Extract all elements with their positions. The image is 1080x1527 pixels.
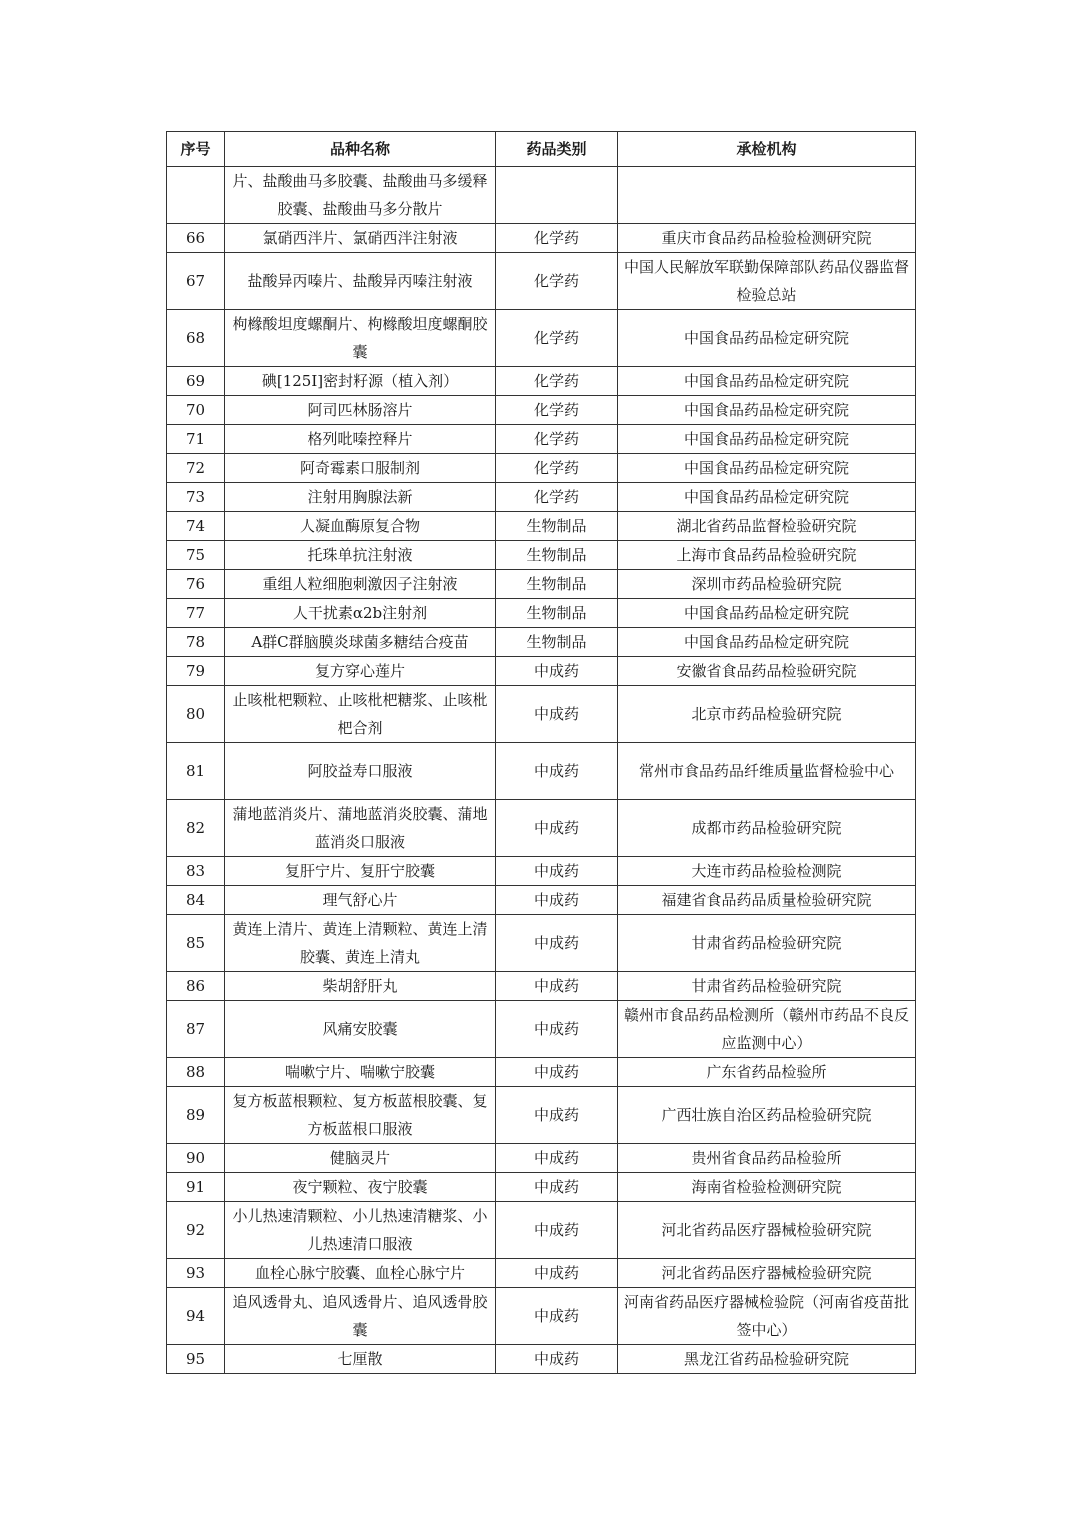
cell-serial: 85 (167, 915, 225, 972)
table-row (167, 857, 916, 886)
table-row (167, 483, 916, 512)
table-row (167, 167, 916, 224)
cell-institution: 河北省药品医疗器械检验研究院 (618, 1259, 916, 1288)
cell-institution: 中国人民解放军联勤保障部队药品仪器监督检验总站 (618, 253, 916, 310)
cell-serial: 74 (167, 512, 225, 541)
cell-serial: 76 (167, 570, 225, 599)
cell-name: 片、盐酸曲马多胶囊、盐酸曲马多缓释胶囊、盐酸曲马多分散片 (225, 167, 496, 224)
cell-institution: 中国食品药品检定研究院 (618, 628, 916, 657)
cell-institution: 中国食品药品检定研究院 (618, 396, 916, 425)
cell-name: 注射用胸腺法新 (225, 483, 496, 512)
cell-category: 中成药 (496, 1259, 618, 1288)
cell-name: 阿司匹林肠溶片 (225, 396, 496, 425)
cell-name: 追风透骨丸、追风透骨片、追风透骨胶囊 (225, 1288, 496, 1345)
cell-name: 止咳枇杷颗粒、止咳枇杷糖浆、止咳枇杷合剂 (225, 686, 496, 743)
cell-serial: 90 (167, 1144, 225, 1173)
cell-serial: 69 (167, 367, 225, 396)
table-row (167, 541, 916, 570)
cell-institution: 广东省药品检验所 (618, 1058, 916, 1087)
cell-name: 重组人粒细胞刺激因子注射液 (225, 570, 496, 599)
table-row (167, 599, 916, 628)
cell-serial: 72 (167, 454, 225, 483)
cell-category: 化学药 (496, 367, 618, 396)
cell-institution: 中国食品药品检定研究院 (618, 483, 916, 512)
cell-name: 蒲地蓝消炎片、蒲地蓝消炎胶囊、蒲地蓝消炎口服液 (225, 800, 496, 857)
cell-category: 中成药 (496, 857, 618, 886)
cell-category: 化学药 (496, 483, 618, 512)
cell-category: 中成药 (496, 1288, 618, 1345)
cell-serial: 78 (167, 628, 225, 657)
table-header-row (167, 132, 916, 167)
cell-serial: 80 (167, 686, 225, 743)
cell-institution: 中国食品药品检定研究院 (618, 310, 916, 367)
table-row (167, 1288, 916, 1345)
cell-serial: 67 (167, 253, 225, 310)
cell-name: 夜宁颗粒、夜宁胶囊 (225, 1173, 496, 1202)
cell-category: 中成药 (496, 1144, 618, 1173)
table-row (167, 686, 916, 743)
cell-serial: 91 (167, 1173, 225, 1202)
table-row (167, 253, 916, 310)
table-body (167, 167, 916, 1374)
table-row (167, 454, 916, 483)
cell-serial: 81 (167, 743, 225, 800)
table-row (167, 915, 916, 972)
cell-name: 盐酸异丙嗪片、盐酸异丙嗪注射液 (225, 253, 496, 310)
cell-category: 生物制品 (496, 628, 618, 657)
table-row (167, 743, 916, 800)
cell-category: 中成药 (496, 1087, 618, 1144)
cell-institution: 福建省食品药品质量检验研究院 (618, 886, 916, 915)
cell-institution: 广西壮族自治区药品检验研究院 (618, 1087, 916, 1144)
cell-category: 生物制品 (496, 570, 618, 599)
cell-institution: 中国食品药品检定研究院 (618, 367, 916, 396)
cell-category: 中成药 (496, 1058, 618, 1087)
cell-institution: 北京市药品检验研究院 (618, 686, 916, 743)
table-row (167, 1202, 916, 1259)
cell-category: 中成药 (496, 972, 618, 1001)
cell-serial: 94 (167, 1288, 225, 1345)
cell-serial: 75 (167, 541, 225, 570)
table-row (167, 224, 916, 253)
cell-category: 生物制品 (496, 599, 618, 628)
cell-name: 复方穿心莲片 (225, 657, 496, 686)
cell-institution: 甘肃省药品检验研究院 (618, 915, 916, 972)
cell-serial: 87 (167, 1001, 225, 1058)
cell-institution: 贵州省食品药品检验所 (618, 1144, 916, 1173)
cell-category: 化学药 (496, 253, 618, 310)
cell-institution: 中国食品药品检定研究院 (618, 599, 916, 628)
table-row (167, 1001, 916, 1058)
cell-name: 枸橼酸坦度螺酮片、枸橼酸坦度螺酮胶囊 (225, 310, 496, 367)
cell-institution: 中国食品药品检定研究院 (618, 425, 916, 454)
header-institution: 承检机构 (618, 132, 916, 167)
cell-serial: 77 (167, 599, 225, 628)
table-row (167, 628, 916, 657)
cell-name: 柴胡舒肝丸 (225, 972, 496, 1001)
cell-category: 中成药 (496, 1173, 618, 1202)
cell-serial: 95 (167, 1345, 225, 1374)
table-row (167, 1144, 916, 1173)
cell-name: 格列吡嗪控释片 (225, 425, 496, 454)
cell-serial: 79 (167, 657, 225, 686)
cell-name: 七厘散 (225, 1345, 496, 1374)
cell-institution: 湖北省药品监督检验研究院 (618, 512, 916, 541)
cell-serial: 86 (167, 972, 225, 1001)
cell-serial: 84 (167, 886, 225, 915)
cell-serial: 83 (167, 857, 225, 886)
cell-serial: 68 (167, 310, 225, 367)
cell-category: 中成药 (496, 1001, 618, 1058)
table-row (167, 367, 916, 396)
cell-name: 复肝宁片、复肝宁胶囊 (225, 857, 496, 886)
cell-institution: 常州市食品药品纤维质量监督检验中心 (618, 743, 916, 800)
table-row (167, 800, 916, 857)
cell-name: 血栓心脉宁胶囊、血栓心脉宁片 (225, 1259, 496, 1288)
cell-serial: 89 (167, 1087, 225, 1144)
cell-category: 中成药 (496, 915, 618, 972)
cell-institution: 深圳市药品检验研究院 (618, 570, 916, 599)
cell-name: 黄连上清片、黄连上清颗粒、黄连上清胶囊、黄连上清丸 (225, 915, 496, 972)
cell-category: 中成药 (496, 657, 618, 686)
cell-institution: 成都市药品检验研究院 (618, 800, 916, 857)
cell-category: 中成药 (496, 1202, 618, 1259)
table-row (167, 1259, 916, 1288)
cell-institution: 赣州市食品药品检测所（赣州市药品不良反应监测中心） (618, 1001, 916, 1058)
cell-name: 人凝血酶原复合物 (225, 512, 496, 541)
table-row (167, 657, 916, 686)
table-row (167, 310, 916, 367)
cell-category: 化学药 (496, 454, 618, 483)
header-serial: 序号 (167, 132, 225, 167)
cell-category: 中成药 (496, 886, 618, 915)
cell-serial: 92 (167, 1202, 225, 1259)
cell-name: 风痛安胶囊 (225, 1001, 496, 1058)
cell-name: 人干扰素α2b注射剂 (225, 599, 496, 628)
table-row (167, 972, 916, 1001)
cell-name: A群C群脑膜炎球菌多糖结合疫苗 (225, 628, 496, 657)
cell-institution: 大连市药品检验检测院 (618, 857, 916, 886)
table-row (167, 1173, 916, 1202)
cell-category: 化学药 (496, 425, 618, 454)
cell-institution: 海南省检验检测研究院 (618, 1173, 916, 1202)
table-row (167, 512, 916, 541)
cell-category: 中成药 (496, 1345, 618, 1374)
cell-category: 中成药 (496, 686, 618, 743)
cell-name: 阿奇霉素口服制剂 (225, 454, 496, 483)
cell-institution: 上海市食品药品检验研究院 (618, 541, 916, 570)
cell-serial: 73 (167, 483, 225, 512)
cell-institution: 安徽省食品药品检验研究院 (618, 657, 916, 686)
cell-name: 托珠单抗注射液 (225, 541, 496, 570)
table-row (167, 1087, 916, 1144)
cell-name: 健脑灵片 (225, 1144, 496, 1173)
cell-institution: 黑龙江省药品检验研究院 (618, 1345, 916, 1374)
cell-category (496, 167, 618, 224)
cell-category: 生物制品 (496, 512, 618, 541)
cell-name: 氯硝西泮片、氯硝西泮注射液 (225, 224, 496, 253)
cell-serial: 93 (167, 1259, 225, 1288)
table-row (167, 1345, 916, 1374)
table-row (167, 1058, 916, 1087)
header-category: 药品类别 (496, 132, 618, 167)
cell-institution: 河北省药品医疗器械检验研究院 (618, 1202, 916, 1259)
cell-serial: 71 (167, 425, 225, 454)
cell-name: 碘[125I]密封籽源（植入剂） (225, 367, 496, 396)
drug-inspection-table (166, 131, 916, 1374)
cell-name: 喘嗽宁片、喘嗽宁胶囊 (225, 1058, 496, 1087)
cell-institution: 甘肃省药品检验研究院 (618, 972, 916, 1001)
cell-name: 复方板蓝根颗粒、复方板蓝根胶囊、复方板蓝根口服液 (225, 1087, 496, 1144)
cell-category: 化学药 (496, 224, 618, 253)
cell-category: 生物制品 (496, 541, 618, 570)
cell-serial: 88 (167, 1058, 225, 1087)
cell-serial: 70 (167, 396, 225, 425)
table-row (167, 570, 916, 599)
cell-name: 理气舒心片 (225, 886, 496, 915)
header-name: 品种名称 (225, 132, 496, 167)
cell-name: 小儿热速清颗粒、小儿热速清糖浆、小儿热速清口服液 (225, 1202, 496, 1259)
cell-serial: 82 (167, 800, 225, 857)
cell-category: 化学药 (496, 396, 618, 425)
cell-institution (618, 167, 916, 224)
cell-category: 化学药 (496, 310, 618, 367)
cell-institution: 重庆市食品药品检验检测研究院 (618, 224, 916, 253)
table-row (167, 425, 916, 454)
cell-institution: 中国食品药品检定研究院 (618, 454, 916, 483)
cell-institution: 河南省药品医疗器械检验院（河南省疫苗批签中心） (618, 1288, 916, 1345)
table-row (167, 396, 916, 425)
table-row (167, 886, 916, 915)
cell-name: 阿胶益寿口服液 (225, 743, 496, 800)
cell-serial: 66 (167, 224, 225, 253)
cell-serial (167, 167, 225, 224)
cell-category: 中成药 (496, 743, 618, 800)
cell-category: 中成药 (496, 800, 618, 857)
